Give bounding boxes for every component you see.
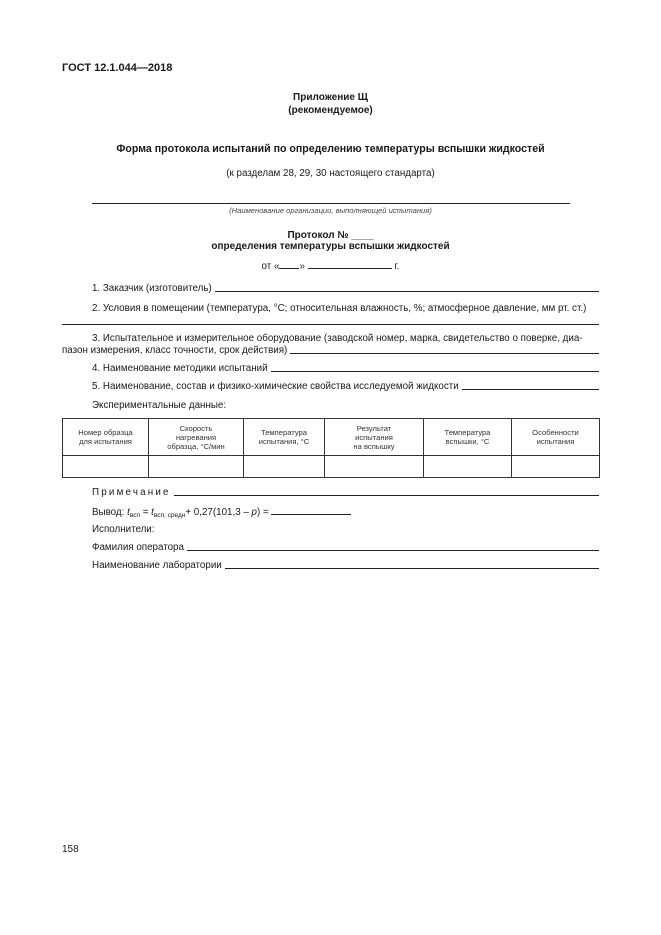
method-row [92,363,599,374]
equipment-field[interactable] [290,353,599,354]
operator-field[interactable] [187,550,599,551]
date-month-year-field[interactable] [308,259,392,269]
protocol-subtitle: определения температуры вспышки жидкостей [211,241,450,252]
header-sample-number: Номер образца для испытания [63,419,149,456]
document-code: ГОСТ 12.1.044—2018 [62,62,173,74]
protocol-title: Протокол № ____ [287,230,374,241]
note-row [92,487,599,498]
table-row [63,456,600,478]
table-cell[interactable] [424,456,512,478]
appendix-subtitle: (рекомендуемое) [288,105,373,116]
experimental-data-table [62,418,600,478]
substance-field[interactable] [462,389,599,390]
header-flash-result: Результат испытания на вспышку [325,419,424,456]
customer-field[interactable] [215,291,599,292]
customer-label: 1. Заказчик (изготовитель) [92,283,212,294]
appendix-title: Приложение Щ [293,92,368,103]
conclusion-result-field[interactable] [271,505,351,515]
method-field[interactable] [271,371,599,372]
laboratory-field[interactable] [225,568,599,569]
laboratory-label: Наименование лаборатории [92,560,222,571]
laboratory-row [92,560,599,571]
date-suffix: г. [391,261,400,272]
operator-row [92,542,599,553]
customer-row [92,283,599,294]
table-cell[interactable] [244,456,325,478]
substance-row [92,381,599,392]
table-cell[interactable] [63,456,149,478]
table-header-row [63,419,600,456]
sections-reference: (к разделам 28, 29, 30 настоящего стандарта) [226,168,435,179]
conclusion-row: Вывод: $t_{всп} = t_{всп, средн}+ 0,27(101,3 - p)$ = [92,505,351,519]
date-day-field[interactable] [279,259,299,269]
protocol-date-line [62,259,599,272]
note-label: Примечание [92,487,171,498]
header-heating-rate: Скорость нагревания образца, °С/мин [149,419,244,456]
equipment-label-line2: пазон измерения, класс точности, срок действия) [62,345,288,356]
organization-caption: (Наименование организации, выполняющей испытания) [229,206,432,215]
table-cell[interactable] [512,456,600,478]
table-cell[interactable] [325,456,424,478]
header-test-features: Особенности испытания [512,419,600,456]
header-test-temperature: Температура испытания, °С [244,419,325,456]
header-flash-temperature: Температура вспышки, °С [424,419,512,456]
equipment-label-line1: 3. Испытательное и измерительное оборудование (заводской номер, марка, свидетельство о поверке, диа- [92,333,583,344]
equipment-row [62,345,599,356]
substance-label: 5. Наименование, состав и физико-химические свойства исследуемой жидкости [92,381,459,392]
experimental-data-label: Экспериментальные данные: [92,400,227,411]
date-mid: » [299,261,308,272]
table-cell[interactable] [149,456,244,478]
conditions-field[interactable] [62,324,599,325]
conditions-label: 2. Условия в помещении (температура, °С; относительная влажность, %; атмосферное давление, мм рт. ст.) [92,303,587,314]
operator-label: Фамилия оператора [92,542,184,553]
form-title: Форма протокола испытаний по определению температуры вспышки жидкостей [116,143,545,155]
method-label: 4. Наименование методики испытаний [92,363,268,374]
organization-name-line[interactable] [92,203,570,204]
note-field[interactable] [174,495,599,496]
page-number: 158 [62,844,79,855]
executors-label: Исполнители: [92,524,155,535]
date-prefix: от « [261,261,280,272]
